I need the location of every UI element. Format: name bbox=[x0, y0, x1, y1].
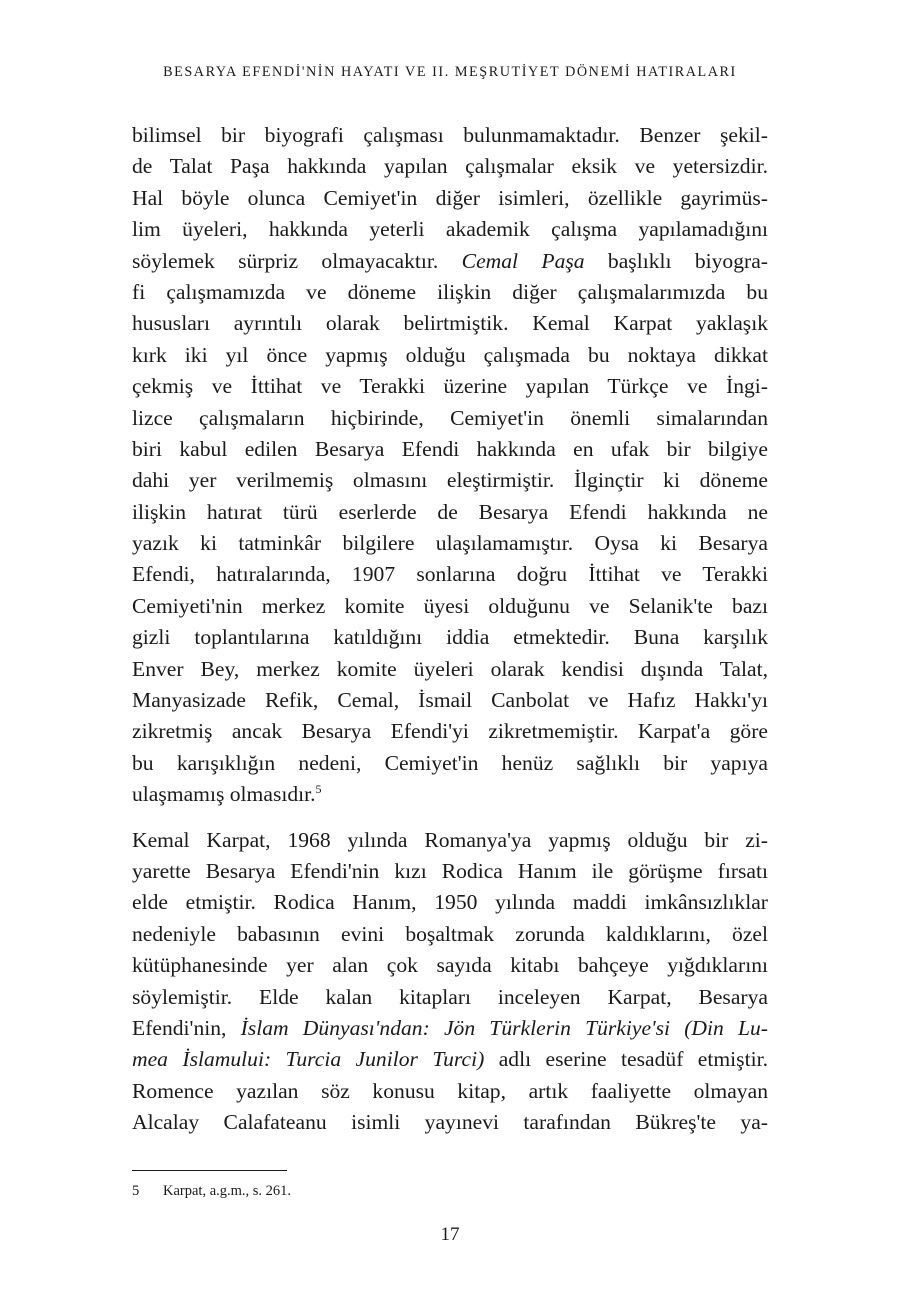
text-line: Cemiyeti'nin merkez komite üyesi olduğunu ve Selanik'te bazı bbox=[132, 593, 768, 618]
text-line: de Talat Paşa hakkında yapılan çalışmalar eksik ve yetersizdir. bbox=[132, 154, 768, 179]
italic-book-title: Cemal Paşa bbox=[461, 248, 585, 273]
text-line: gizli toplantılarına katıldığını iddia etmektedir. Buna karşılık bbox=[132, 625, 768, 650]
text-line bbox=[132, 1013, 768, 1044]
italic-book-title: mea İslamului: Turcia Junilor Turci) bbox=[132, 1047, 485, 1072]
text-line bbox=[132, 246, 768, 277]
text-line: bu karışıklığın nedeni, Cemiyet'in henüz sağlıklı bir yapıya bbox=[132, 750, 768, 775]
text-line: Enver Bey, merkez komite üyeleri olarak kendisi dışında Talat, bbox=[132, 656, 768, 681]
text-line: lim üyeleri, hakkında yeterli akademik çalışma yapılamadığını bbox=[132, 217, 768, 242]
text-segment: adlı eserine tesadüf etmiştir. bbox=[498, 1047, 768, 1072]
text-line: fi çalışmamızda ve döneme ilişkin diğer çalışmalarımızda bu bbox=[132, 279, 768, 304]
text-line: zikretmiş ancak Besarya Efendi'yi zikretmemiştir. Karpat'a göre bbox=[132, 719, 768, 744]
paragraph-2 bbox=[132, 825, 768, 1139]
footnote bbox=[132, 1183, 768, 1200]
text-line: yazık ki tatminkâr bilgilere ulaşılamamıştır. Oysa ki Besarya bbox=[132, 531, 768, 556]
text-line bbox=[132, 779, 768, 810]
running-header: BESARYA EFENDİ'NİN HAYATI VE II. MEŞRUTİYET DÖNEMİ HATIRALARI bbox=[163, 64, 737, 80]
footnote-text: Karpat, a.g.m., s. 261. bbox=[163, 1183, 292, 1199]
page-number: 17 bbox=[440, 1224, 460, 1245]
text-segment: ulaşmamış olmasıdır. bbox=[132, 782, 316, 807]
text-line: lizce çalışmaların hiçbirinde, Cemiyet'in önemli simalarından bbox=[132, 405, 768, 430]
text-line: dahi yer verilmemiş olmasını eleştirmiştir. İlginçtir ki döneme bbox=[132, 468, 768, 493]
text-line: Romence yazılan söz konusu kitap, artık faaliyette olmayan bbox=[132, 1078, 768, 1103]
text-line: Efendi, hatıralarında, 1907 sonlarına doğru İttihat ve Terakki bbox=[132, 562, 768, 587]
text-line: nedeniyle babasının evini boşaltmak zorunda kaldıklarını, özel bbox=[132, 921, 768, 946]
text-line: ilişkin hatırat türü eserlerde de Besarya Efendi hakkında ne bbox=[132, 499, 768, 524]
text-line: hususları ayrıntılı olarak belirtmiştik. Kemal Karpat yaklaşık bbox=[132, 311, 768, 336]
text-line: yarette Besarya Efendi'nin kızı Rodica Hanım ile görüşme fırsatı bbox=[132, 858, 768, 883]
text-line: Manyasizade Refik, Cemal, İsmail Canbolat ve Hafız Hakkı'yı bbox=[132, 688, 768, 713]
body-text bbox=[132, 120, 768, 1139]
text-line: Hal böyle olunca Cemiyet'in diğer isimleri, özellikle gayrimüs- bbox=[132, 185, 768, 210]
text-line: kırk iki yıl önce yapmış olduğu çalışmada bu noktaya dikkat bbox=[132, 342, 768, 367]
text-segment: Efendi'nin, bbox=[132, 1015, 227, 1040]
text-line: Kemal Karpat, 1968 yılında Romanya'ya yapmış olduğu bir zi- bbox=[132, 827, 768, 852]
text-line: çekmiş ve İttihat ve Terakki üzerine yapılan Türkçe ve İngi- bbox=[132, 374, 768, 399]
text-line: bilimsel bir biyografi çalışması bulunmamaktadır. Benzer şekil- bbox=[132, 123, 768, 147]
footnote-reference[interactable]: 5 bbox=[315, 782, 322, 797]
text-segment: başlıklı biyogra- bbox=[607, 248, 768, 273]
text-line: Alcalay Calafateanu isimli yayınevi tarafından Bükreş'te ya- bbox=[132, 1110, 768, 1135]
text-line: kütüphanesinde yer alan çok sayıda kitabı bahçeye yığdıklarını bbox=[132, 953, 768, 978]
text-segment: söylemek sürpriz olmayacaktır. bbox=[132, 248, 439, 273]
footnote-number: 5 bbox=[132, 1183, 140, 1199]
italic-book-title: İslam Dünyası'ndan: Jön Türklerin Türkiye'si (Din Lu- bbox=[240, 1015, 768, 1040]
text-line bbox=[132, 1044, 768, 1075]
footnote-divider bbox=[132, 1170, 287, 1171]
text-line: biri kabul edilen Besarya Efendi hakkında en ufak bir bilgiye bbox=[132, 436, 768, 461]
paragraph-1 bbox=[132, 120, 768, 811]
text-line: söylemiştir. Elde kalan kitapları inceleyen Karpat, Besarya bbox=[132, 984, 768, 1009]
text-line: elde etmiştir. Rodica Hanım, 1950 yılında maddi imkânsızlıklar bbox=[132, 890, 768, 915]
